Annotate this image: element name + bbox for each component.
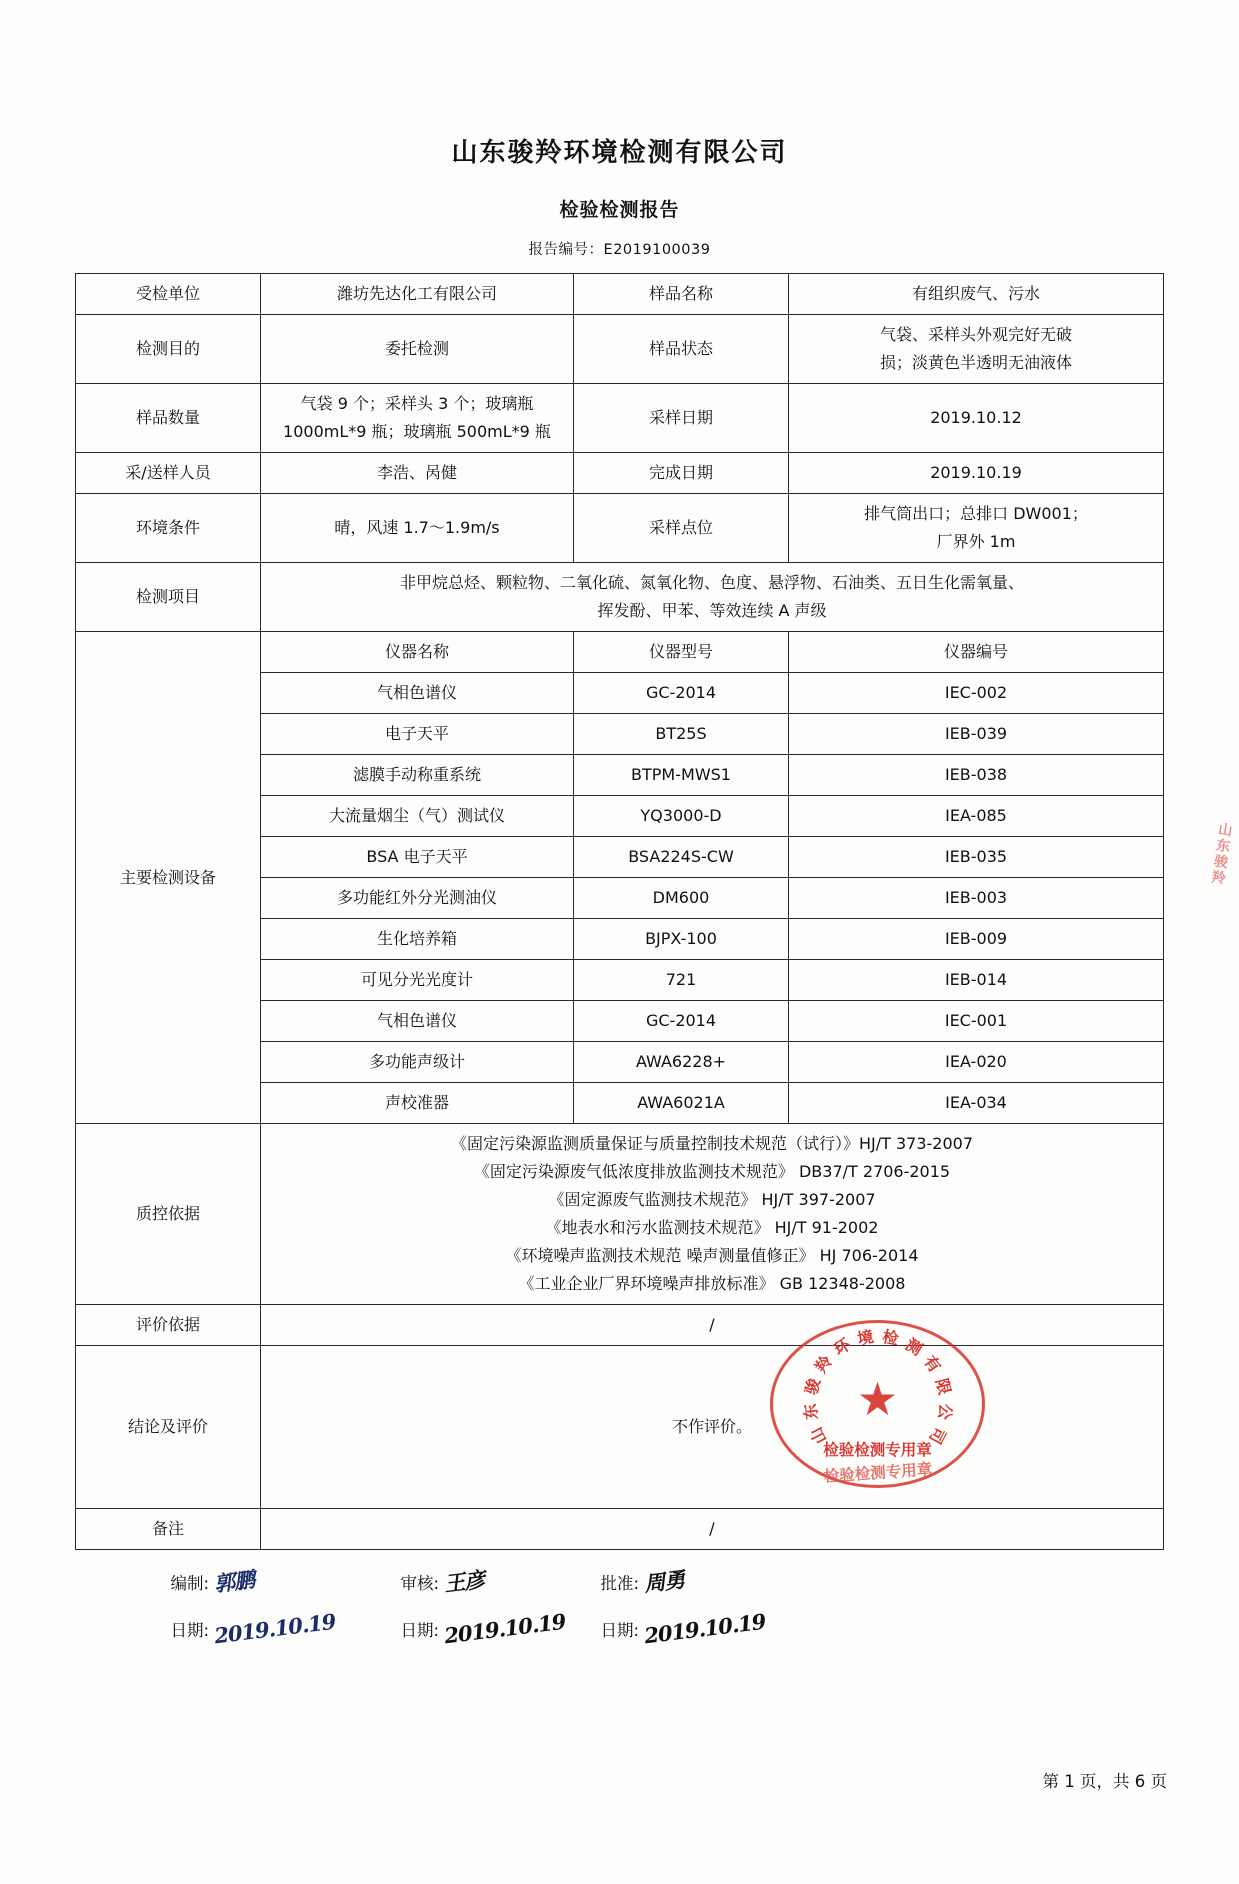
approved-date-group (600, 1608, 821, 1649)
signature-block (76, 1566, 1164, 1686)
items-line-1: 非甲烷总烃、颗粒物、二氧化硫、氮氧化物、色度、悬浮物、石油类、五日生化需氧量、 (399, 573, 1024, 592)
reviewed-by-group (401, 1566, 601, 1596)
evaluation-basis-label: 评价依据 (76, 1305, 261, 1346)
equipment-model: GC-2014 (574, 673, 789, 714)
equipment-no: IEA-020 (789, 1042, 1164, 1083)
report-page (0, 132, 1239, 1884)
equipment-name: 生化培养箱 (261, 919, 574, 960)
equipment-name: 滤膜手动称重系统 (261, 755, 574, 796)
qc-value (261, 1124, 1164, 1305)
equipment-no: IEA-085 (789, 796, 1164, 837)
table-row-quantity (76, 384, 1164, 453)
prepared-date-group (76, 1608, 401, 1649)
equipment-col-name: 仪器名称 (261, 632, 574, 673)
client-value: 潍坊先达化工有限公司 (261, 274, 574, 315)
sample-state-value (789, 315, 1164, 384)
equipment-name: 多功能红外分光测油仪 (261, 878, 574, 919)
seal-star-icon: ★ (856, 1371, 899, 1426)
evaluation-basis-value: / (261, 1305, 1164, 1346)
equipment-name: BSA 电子天平 (261, 837, 574, 878)
approved-by-label: 批准: (600, 1574, 640, 1593)
report-header (0, 132, 1239, 259)
approved-date-label: 日期: (600, 1621, 640, 1640)
equipment-label: 主要检测设备 (76, 632, 261, 1124)
equipment-name: 气相色谱仪 (261, 673, 574, 714)
prepared-by-label: 编制: (170, 1574, 210, 1593)
seal-center-text: 检验检测专用章 (823, 1440, 932, 1459)
equipment-no: IEB-038 (789, 755, 1164, 796)
items-label: 检测项目 (76, 563, 261, 632)
finish-date-value: 2019.10.19 (789, 453, 1164, 494)
side-watermark: 山东骏羚 (1208, 821, 1234, 887)
equipment-model: BT25S (574, 714, 789, 755)
remark-value: / (261, 1509, 1164, 1550)
equipment-model: BTPM-MWS1 (574, 755, 789, 796)
prepared-date-label: 日期: (170, 1621, 210, 1640)
table-row-client (76, 274, 1164, 315)
sample-state-label: 样品状态 (574, 315, 789, 384)
approved-by-signature: 周勇 (642, 1566, 686, 1597)
prepared-by-signature: 郭鹏 (212, 1566, 256, 1597)
environment-label: 环境条件 (76, 494, 261, 563)
personnel-value: 李浩、呙健 (261, 453, 574, 494)
table-row-qc (76, 1124, 1164, 1305)
sample-name-label: 样品名称 (574, 274, 789, 315)
equipment-no: IEA-034 (789, 1083, 1164, 1124)
conclusion-label: 结论及评价 (76, 1346, 261, 1509)
sampling-date-label: 采样日期 (574, 384, 789, 453)
purpose-value: 委托检测 (261, 315, 574, 384)
qc-line: 《固定污染源监测质量保证与质量控制技术规范（试行）》HJ/T 373-2007 (450, 1134, 974, 1153)
reviewed-by-signature: 王彦 (442, 1566, 486, 1597)
table-row-conclusion (76, 1346, 1164, 1509)
qc-line: 《工业企业厂界环境噪声排放标准》 GB 12348-2008 (518, 1274, 906, 1293)
items-line-2: 挥发酚、甲苯、等效连续 A 声级 (597, 601, 827, 620)
equipment-no: IEC-002 (789, 673, 1164, 714)
quantity-line-2: 1000mL*9 瓶；玻璃瓶 500mL*9 瓶 (283, 422, 551, 441)
report-number: 报告编号：E2019100039 (528, 242, 711, 258)
table-row-basis (76, 1305, 1164, 1346)
sampling-point-value (789, 494, 1164, 563)
equipment-model: GC-2014 (574, 1001, 789, 1042)
equipment-name: 电子天平 (261, 714, 574, 755)
company-name: 山东骏羚环境检测有限公司 (451, 138, 788, 168)
sampling-point-line-2: 厂界外 1m (936, 532, 1016, 551)
approved-by-group (601, 1566, 821, 1596)
equipment-no: IEB-035 (789, 837, 1164, 878)
equipment-model: BSA224S-CW (574, 837, 789, 878)
sampling-date-value: 2019.10.12 (789, 384, 1164, 453)
equipment-model: AWA6228+ (574, 1042, 789, 1083)
seal-arc-text: 山 东 骏 羚 环 境 检 测 有 限 公 司 (800, 1326, 955, 1448)
quantity-line-1: 气袋 9 个；采样头 3 个；玻璃瓶 (300, 394, 534, 413)
environment-value: 晴，风速 1.7～1.9m/s (261, 494, 574, 563)
finish-date-label: 完成日期 (574, 453, 789, 494)
reviewed-by-label: 审核: (400, 1574, 440, 1593)
equipment-no: IEB-014 (789, 960, 1164, 1001)
equipment-name: 气相色谱仪 (261, 1001, 574, 1042)
seal-shadow-text: 检验检测专用章 (822, 1460, 933, 1486)
equipment-no: IEB-009 (789, 919, 1164, 960)
quantity-label: 样品数量 (76, 384, 261, 453)
equipment-name: 多功能声级计 (261, 1042, 574, 1083)
client-label: 受检单位 (76, 274, 261, 315)
equipment-no: IEB-003 (789, 878, 1164, 919)
table-row-personnel (76, 453, 1164, 494)
sample-state-line-2: 损；淡黄色半透明无油液体 (879, 353, 1072, 372)
approved-date-value: 2019.10.19 (643, 1608, 767, 1649)
equipment-header-row (76, 632, 1164, 673)
sample-state-line-1: 气袋、采样头外观完好无破 (879, 325, 1072, 344)
prepared-date-value: 2019.10.19 (213, 1608, 337, 1649)
qc-line: 《固定源废气监测技术规范》 HJ/T 397-2007 (548, 1190, 876, 1209)
equipment-model: YQ3000-D (574, 796, 789, 837)
remark-label: 备注 (76, 1509, 261, 1550)
equipment-col-model: 仪器型号 (574, 632, 789, 673)
items-value (261, 563, 1164, 632)
qc-line: 《固定污染源废气低浓度排放监测技术规范》 DB37/T 2706-2015 (473, 1162, 951, 1181)
equipment-no: IEC-001 (789, 1001, 1164, 1042)
conclusion-value: 不作评价。 (261, 1346, 1164, 1509)
reviewed-date-label: 日期: (400, 1621, 440, 1640)
qc-line: 《地表水和污水监测技术规范》 HJ/T 91-2002 (545, 1218, 879, 1237)
reviewed-date-group (400, 1608, 601, 1649)
document-title: 检验检测报告 (559, 199, 680, 221)
table-row-remark (76, 1509, 1164, 1550)
purpose-label: 检测目的 (76, 315, 261, 384)
page-number: 第 1 页，共 6 页 (1042, 1772, 1167, 1791)
quantity-value (261, 384, 574, 453)
prepared-by-group (76, 1566, 401, 1596)
equipment-name: 可见分光光度计 (261, 960, 574, 1001)
sampling-point-line-1: 排气筒出口；总排口 DW001； (864, 504, 1088, 523)
equipment-model: BJPX-100 (574, 919, 789, 960)
table-row-items (76, 563, 1164, 632)
personnel-label: 采/送样人员 (76, 453, 261, 494)
qc-label: 质控依据 (76, 1124, 261, 1305)
equipment-col-no: 仪器编号 (789, 632, 1164, 673)
equipment-model: DM600 (574, 878, 789, 919)
table-row-purpose (76, 315, 1164, 384)
equipment-name: 声校准器 (261, 1083, 574, 1124)
qc-line: 《环境噪声监测技术规范 噪声测量值修正》 HJ 706-2014 (505, 1246, 919, 1265)
equipment-no: IEB-039 (789, 714, 1164, 755)
equipment-name: 大流量烟尘（气）测试仪 (261, 796, 574, 837)
equipment-model: AWA6021A (574, 1083, 789, 1124)
equipment-model: 721 (574, 960, 789, 1001)
sample-name-value: 有组织废气、污水 (789, 274, 1164, 315)
sampling-point-label: 采样点位 (574, 494, 789, 563)
report-table (75, 273, 1164, 1550)
reviewed-date-value: 2019.10.19 (443, 1608, 567, 1649)
table-row-environment (76, 494, 1164, 563)
